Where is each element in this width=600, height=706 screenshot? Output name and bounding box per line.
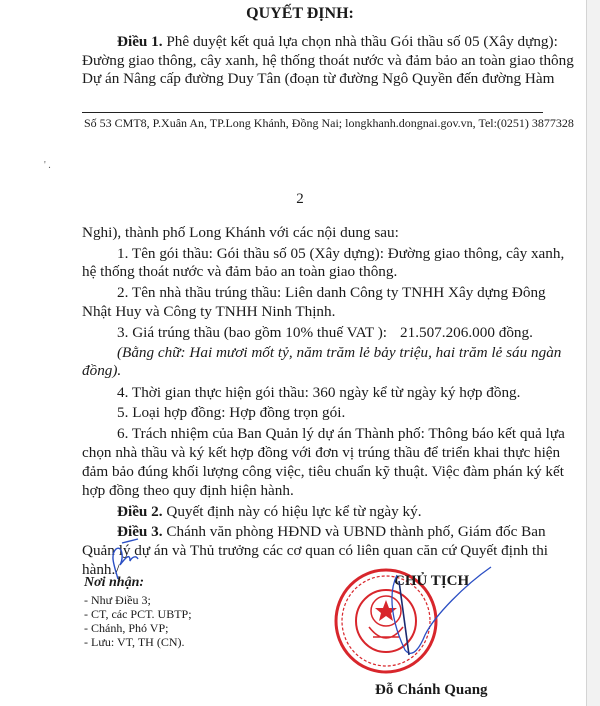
article-2-label: Điều 2. (117, 503, 163, 520)
scan-speck: ' . (44, 160, 51, 171)
signer-name: Đỗ Chánh Quang (375, 682, 488, 698)
decision-title: QUYẾT ĐỊNH: (246, 5, 354, 22)
body-line: 2. Tên nhà thầu trúng thầu: Liên danh Công ty TNHH Xây dựng Đông (117, 284, 546, 301)
recipients-heading: Nơi nhận: (84, 575, 145, 590)
page-edge (586, 0, 600, 706)
body-line: hệ thống thoát nước và đảm bảo an toàn giao thông. (82, 263, 398, 280)
body-line: 5. Loại hợp đồng: Hợp đồng trọn gói. (117, 404, 346, 421)
page-footer: Số 53 CMT8, P.Xuân An, TP.Long Khánh, Đồng Nai; longkhanh.dongnai.gov.vn, Tel:(0251) 3877328 (84, 116, 574, 130)
article-2-text: Quyết định này có hiệu lực kể từ ngày ký. (166, 503, 422, 520)
article-3-line: Quản lý dự án và Thủ trưởng các cơ quan có liên quan căn cứ Quyết định thi (82, 542, 549, 559)
body-line: hợp đồng theo quy định hiện hành. (82, 482, 294, 499)
article-1-label: Điều 1. (117, 33, 163, 50)
recipient-item: - Lưu: VT, TH (CN). (84, 635, 185, 649)
article-3-label: Điều 3. (117, 523, 163, 540)
article-1-text: Phê duyệt kết quả lựa chọn nhà thầu Gói thầu số 05 (Xây dựng): (166, 33, 558, 50)
article-1-line: Đường giao thông, cây xanh, hệ thống thoát nước và đảm bảo an toàn giao thông (82, 52, 574, 69)
recipient-item: - Chánh, Phó VP; (84, 621, 169, 635)
footer-divider (82, 112, 543, 113)
body-line: đảm bảo đúng khối lượng công việc, tiêu chuẩn kỹ thuật. Việc đàm phán ký kết (82, 463, 564, 480)
article-1-line (117, 33, 558, 51)
recipient-item: - CT, các PCT. UBTP; (84, 607, 192, 621)
body-line: chọn nhà thầu và ký kết hợp đồng với đơn vị trúng thầu để triển khai thực hiện (82, 444, 561, 461)
bid-price-label: 3. Giá trúng thầu (bao gồm 10% thuế VAT ): (117, 324, 387, 341)
body-line: 1. Tên gói thầu: Gói thầu số 05 (Xây dựng): Đường giao thông, cây xanh, (117, 245, 565, 262)
bid-price-line (117, 324, 543, 342)
article-3-text: Chánh văn phòng HĐND và UBND thành phố, Giám đốc Ban (166, 523, 546, 540)
body-line: 6. Trách nhiệm của Ban Quản lý dự án Thành phố: Thông báo kết quả lựa (117, 425, 565, 442)
body-line: 4. Thời gian thực hiện gói thầu: 360 ngày kể từ ngày ký hợp đồng. (117, 384, 521, 401)
article-3-line: hành./ (82, 561, 120, 578)
page-number: 2 (296, 191, 304, 207)
bid-price-words: đồng). (82, 362, 122, 379)
article-2-line (117, 503, 543, 521)
bid-price-words: (Bằng chữ: Hai mươi mốt tỷ, năm trăm lẻ bảy triệu, hai trăm lẻ sáu ngàn (117, 344, 562, 361)
signer-role: CHỦ TỊCH (394, 573, 470, 589)
signer-signature (385, 565, 495, 665)
body-line: Nghi), thành phố Long Khánh với các nội dung sau: (82, 224, 399, 241)
recipient-item: - Như Điều 3; (84, 593, 151, 607)
body-line: Nhật Huy và Công ty TNHH Ninh Thịnh. (82, 303, 336, 320)
article-1-line: Dự án Nâng cấp đường Duy Tân (đoạn từ đường Ngô Quyền đến đường Hàm (82, 70, 555, 87)
article-3-line (117, 523, 546, 541)
bid-price-value: 21.507.206.000 đồng. (400, 324, 533, 341)
